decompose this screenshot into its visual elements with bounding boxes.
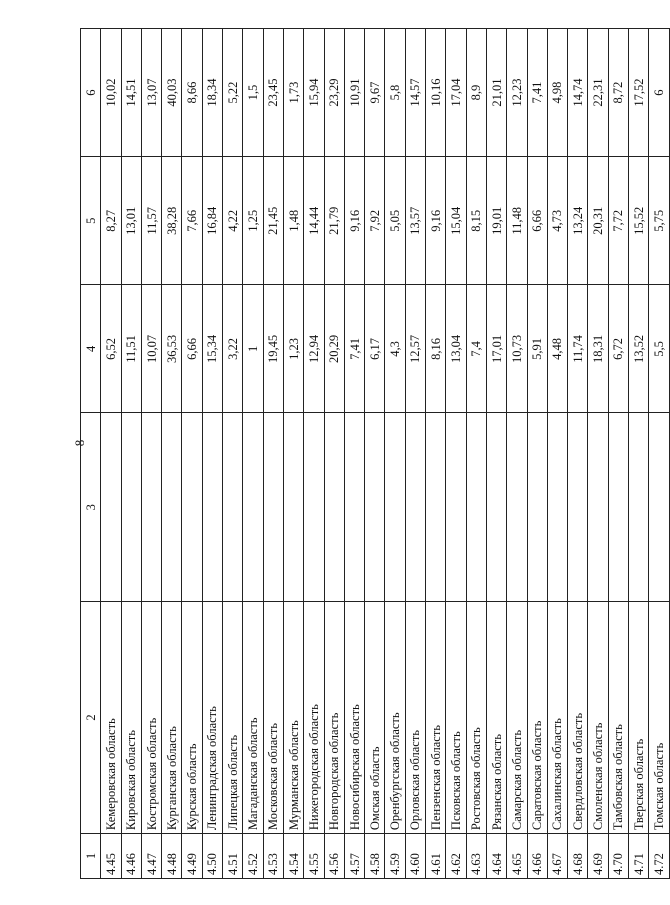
header-col-2: 2 [81,601,101,833]
table-row [182,29,202,879]
col-6-value: 5,22 [223,29,243,157]
col-3-value [121,413,141,601]
col-6-value: 40,03 [162,29,182,157]
region-name: Орловская область [405,601,425,833]
col-5-value: 4,73 [547,157,567,285]
region-name: Пензенская область [426,601,446,833]
col-3-value [507,413,527,601]
row-number: 4.59 [385,834,405,879]
col-5-value: 6,66 [527,157,547,285]
col-5-value: 9,16 [426,157,446,285]
table-row [568,29,588,879]
region-name: Новосибирская область [344,601,364,833]
col-6-value: 12,23 [507,29,527,157]
region-name: Свердловская область [568,601,588,833]
col-3-value [304,413,324,601]
col-6-value: 10,16 [426,29,446,157]
row-number: 4.62 [446,834,466,879]
row-number: 4.45 [101,834,121,879]
row-number: 4.61 [426,834,446,879]
header-col-6: 6 [81,29,101,157]
col-3-value [466,413,486,601]
col-6-value: 14,51 [121,29,141,157]
table-row [527,29,547,879]
table-row [365,29,385,879]
table-row [385,29,405,879]
col-6-value: 21,01 [486,29,506,157]
col-4-value: 36,53 [162,285,182,413]
row-number: 4.49 [182,834,202,879]
row-number: 4.66 [527,834,547,879]
col-6-value: 8,9 [466,29,486,157]
region-name: Новгородская область [324,601,344,833]
col-6-value: 23,29 [324,29,344,157]
col-6-value: 4,98 [547,29,567,157]
table-row [243,29,263,879]
row-number: 4.65 [507,834,527,879]
row-number: 4.69 [588,834,608,879]
col-6-value: 14,57 [405,29,425,157]
header-col-1: 1 [81,834,101,879]
col-6-value: 1,5 [243,29,263,157]
region-name: Магаданская область [243,601,263,833]
region-name: Омская область [365,601,385,833]
table-row [507,29,527,879]
page-number: 8 [72,439,87,447]
row-number: 4.52 [243,834,263,879]
col-4-value: 19,45 [263,285,283,413]
col-6-value: 17,04 [446,29,466,157]
col-4-value: 1,23 [283,285,303,413]
col-5-value: 11,48 [507,157,527,285]
col-4-value: 12,94 [304,285,324,413]
region-name: Кировская область [121,601,141,833]
region-name: Ленинградская область [202,601,222,833]
col-5-value: 19,01 [486,157,506,285]
col-6-value: 9,67 [365,29,385,157]
col-6-value: 8,72 [608,29,628,157]
region-name: Тамбовская область [608,601,628,833]
col-4-value: 13,52 [629,285,649,413]
table-row [141,29,161,879]
col-4-value: 10,73 [507,285,527,413]
col-5-value: 5,75 [649,157,669,285]
row-number: 4.70 [608,834,628,879]
region-name: Смоленская область [588,601,608,833]
col-6-value: 15,94 [304,29,324,157]
header-col-5: 5 [81,157,101,285]
col-3-value [385,413,405,601]
region-name: Липецкая область [223,601,243,833]
row-number: 4.58 [365,834,385,879]
row-number: 4.53 [263,834,283,879]
col-5-value: 21,79 [324,157,344,285]
col-4-value: 4,3 [385,285,405,413]
col-3-value [141,413,161,601]
col-4-value: 18,31 [588,285,608,413]
header-col-3: 3 [81,413,101,601]
col-5-value: 13,24 [568,157,588,285]
col-5-value: 11,57 [141,157,161,285]
col-5-value: 13,01 [121,157,141,285]
col-4-value: 11,51 [121,285,141,413]
row-number: 4.55 [304,834,324,879]
row-number: 4.57 [344,834,364,879]
col-4-value: 12,57 [405,285,425,413]
region-name: Курская область [182,601,202,833]
table-row [405,29,425,879]
col-3-value [223,413,243,601]
col-5-value: 1,25 [243,157,263,285]
region-name: Мурманская область [283,601,303,833]
col-3-value [202,413,222,601]
col-4-value: 17,01 [486,285,506,413]
col-6-value: 10,91 [344,29,364,157]
col-4-value: 6,66 [182,285,202,413]
col-5-value: 5,05 [385,157,405,285]
col-5-value: 7,72 [608,157,628,285]
region-name: Саратовская область [527,601,547,833]
row-number: 4.68 [568,834,588,879]
region-name: Московская область [263,601,283,833]
table-body [81,29,670,879]
col-4-value: 10,07 [141,285,161,413]
col-6-value: 18,34 [202,29,222,157]
col-5-value: 7,92 [365,157,385,285]
col-4-value: 6,72 [608,285,628,413]
table-row [101,29,121,879]
region-name: Самарская область [507,601,527,833]
col-5-value: 38,28 [162,157,182,285]
col-3-value [263,413,283,601]
col-5-value: 14,44 [304,157,324,285]
col-5-value: 15,04 [446,157,466,285]
row-number: 4.51 [223,834,243,879]
table-row [426,29,446,879]
col-6-value: 6 [649,29,669,157]
col-6-value: 17,52 [629,29,649,157]
table-row [649,29,669,879]
col-4-value: 15,34 [202,285,222,413]
col-3-value [101,413,121,601]
table-row [263,29,283,879]
col-6-value: 13,07 [141,29,161,157]
region-name: Сахалинская область [547,601,567,833]
col-4-value: 1 [243,285,263,413]
col-4-value: 6,52 [101,285,121,413]
col-3-value [527,413,547,601]
row-number: 4.46 [121,834,141,879]
table-row [588,29,608,879]
region-name: Курганская область [162,601,182,833]
table-row [486,29,506,879]
col-3-value [446,413,466,601]
region-name: Кемеровская область [101,601,121,833]
col-5-value: 8,15 [466,157,486,285]
region-name: Костромская область [141,601,161,833]
row-number: 4.50 [202,834,222,879]
table-row [162,29,182,879]
col-3-value [162,413,182,601]
col-5-value: 20,31 [588,157,608,285]
col-6-value: 10,02 [101,29,121,157]
region-name: Ростовская область [466,601,486,833]
row-number: 4.67 [547,834,567,879]
col-4-value: 7,4 [466,285,486,413]
col-6-value: 5,8 [385,29,405,157]
col-3-value [629,413,649,601]
table-row [629,29,649,879]
col-6-value: 14,74 [568,29,588,157]
row-number: 4.56 [324,834,344,879]
table-row [446,29,466,879]
col-6-value: 7,41 [527,29,547,157]
col-4-value: 4,48 [547,285,567,413]
row-number: 4.48 [162,834,182,879]
col-6-value: 23,45 [263,29,283,157]
col-5-value: 21,45 [263,157,283,285]
col-5-value: 7,66 [182,157,202,285]
region-name: Томская область [649,601,669,833]
table-row [202,29,222,879]
col-3-value [486,413,506,601]
col-5-value: 16,84 [202,157,222,285]
col-3-value [588,413,608,601]
col-6-value: 1,73 [283,29,303,157]
row-number: 4.72 [649,834,669,879]
header-row [81,29,101,879]
col-3-value [344,413,364,601]
col-5-value: 1,48 [283,157,303,285]
row-number: 4.71 [629,834,649,879]
col-4-value: 7,41 [344,285,364,413]
col-6-value: 22,31 [588,29,608,157]
col-3-value [283,413,303,601]
table-row [344,29,364,879]
col-3-value [365,413,385,601]
row-number: 4.63 [466,834,486,879]
col-4-value: 5,91 [527,285,547,413]
region-name: Оренбургская область [385,601,405,833]
col-3-value [568,413,588,601]
header-col-4: 4 [81,285,101,413]
col-3-value [649,413,669,601]
table-row [608,29,628,879]
col-5-value: 13,57 [405,157,425,285]
col-5-value: 9,16 [344,157,364,285]
col-4-value: 20,29 [324,285,344,413]
col-4-value: 11,74 [568,285,588,413]
col-4-value: 13,04 [446,285,466,413]
table-row [304,29,324,879]
col-5-value: 15,52 [629,157,649,285]
col-4-value: 5,5 [649,285,669,413]
col-3-value [608,413,628,601]
row-number: 4.47 [141,834,161,879]
col-4-value: 3,22 [223,285,243,413]
col-3-value [324,413,344,601]
table-wrapper [80,28,670,879]
table-row [121,29,141,879]
row-number: 4.64 [486,834,506,879]
region-name: Рязанская область [486,601,506,833]
region-name: Нижегородская область [304,601,324,833]
col-5-value: 8,27 [101,157,121,285]
region-name: Тверская область [629,601,649,833]
col-3-value [182,413,202,601]
row-number: 4.54 [283,834,303,879]
region-name: Псковская область [446,601,466,833]
col-4-value: 8,16 [426,285,446,413]
col-4-value: 6,17 [365,285,385,413]
table-row [223,29,243,879]
col-3-value [547,413,567,601]
table-row [324,29,344,879]
table-row [547,29,567,879]
col-6-value: 8,66 [182,29,202,157]
col-5-value: 4,22 [223,157,243,285]
table-row [283,29,303,879]
col-3-value [405,413,425,601]
table-row [466,29,486,879]
col-3-value [426,413,446,601]
row-number: 4.60 [405,834,425,879]
col-3-value [243,413,263,601]
regions-table [80,28,670,879]
